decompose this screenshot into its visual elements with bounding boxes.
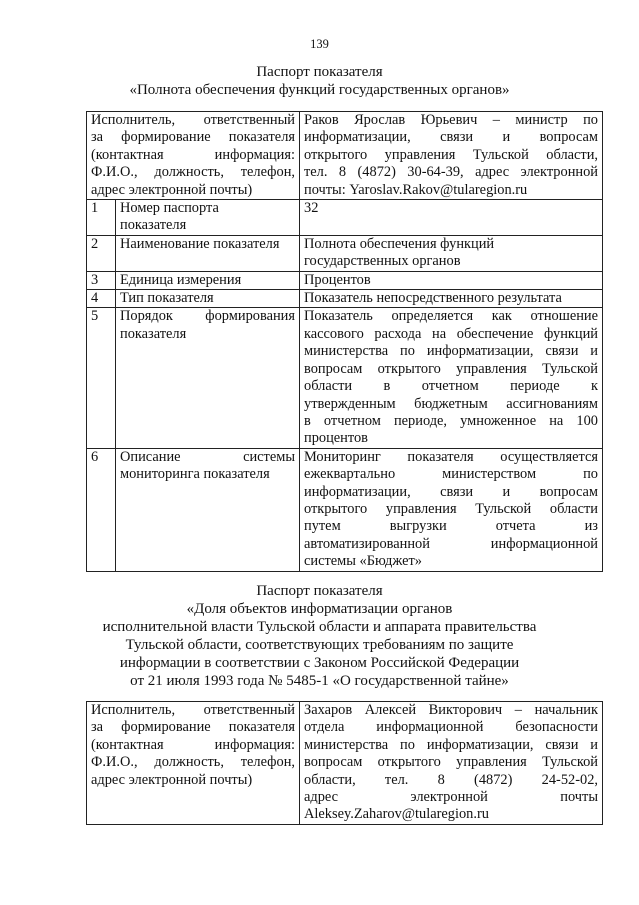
executor-label-line: Исполнитель, ответственный bbox=[91, 112, 295, 128]
row-number: 6 bbox=[87, 448, 116, 571]
row-value-line: области в отчетном периоде к bbox=[304, 378, 598, 395]
row-label-line: Тип показателя bbox=[120, 290, 214, 307]
row-value-line: кассового расхода на обеспечение функций bbox=[304, 325, 598, 342]
executor-label-line: Исполнитель, ответственный bbox=[91, 702, 295, 718]
title-line: Тульской области, соответствующих требованиям по защите bbox=[125, 637, 514, 653]
executor-label bbox=[87, 702, 300, 825]
executor-label-line: за формирование показателя bbox=[91, 129, 295, 146]
executor-value-line: области, тел. 8 (4872) 24-52-02, bbox=[304, 771, 598, 788]
table-row bbox=[87, 235, 603, 271]
table-row bbox=[87, 448, 603, 571]
row-number: 2 bbox=[87, 235, 116, 271]
title-line: Паспорт показателя bbox=[256, 583, 383, 599]
row-value bbox=[300, 235, 603, 271]
table-row bbox=[87, 308, 603, 448]
row-value bbox=[300, 271, 603, 289]
row-label-line: мониторинга показателя bbox=[120, 466, 270, 483]
row-label bbox=[116, 308, 300, 448]
executor-value-line: тел. 8 (4872) 30-64-39, адрес электронной bbox=[304, 164, 598, 181]
row-label-line: Порядок формирования bbox=[120, 308, 295, 325]
row-value-line: процентов bbox=[304, 430, 368, 447]
title-line: от 21 июля 1993 года № 5485-1 «О государственной тайне» bbox=[130, 673, 509, 689]
passport-2-title bbox=[0, 582, 639, 690]
row-value bbox=[300, 448, 603, 571]
row-label-line: показателя bbox=[120, 217, 187, 234]
executor-value-line: информатизации, связи и вопросам bbox=[304, 129, 598, 146]
row-value bbox=[300, 200, 603, 236]
executor-value-line: почты: Yaroslav.Rakov@tularegion.ru bbox=[304, 181, 528, 198]
table-row bbox=[87, 290, 603, 308]
executor-label-line: (контактная информация: bbox=[91, 146, 295, 163]
row-value-line: утвержденным бюджетным ассигнованиям bbox=[304, 395, 598, 412]
executor-value-line: Захаров Алексей Викторович – начальник bbox=[304, 702, 598, 718]
row-value-line: автоматизированной информационной bbox=[304, 535, 598, 552]
row-value bbox=[300, 290, 603, 308]
row-value-line: системы «Бюджет» bbox=[304, 553, 422, 570]
title-line: исполнительной власти Тульской области и аппарата правительства bbox=[102, 619, 537, 635]
row-value-line: министерства по информатизации, связи и bbox=[304, 343, 598, 360]
executor-label-line: адрес электронной почты) bbox=[91, 181, 253, 198]
executor-value-line: Aleksey.Zaharov@tularegion.ru bbox=[304, 806, 489, 823]
executor-label-line: Ф.И.О., должность, телефон, bbox=[91, 754, 295, 771]
row-label-line: Описание системы bbox=[120, 448, 295, 465]
executor-value-line: отдела информационной безопасности bbox=[304, 719, 598, 736]
row-value-line: путем выгрузки отчета из bbox=[304, 518, 598, 535]
executor-value-line: министерства по информатизации, связи и bbox=[304, 736, 598, 753]
executor-label-line: адрес электронной почты) bbox=[91, 771, 253, 788]
executor-value bbox=[300, 702, 603, 825]
row-label-line: Наименование показателя bbox=[120, 235, 280, 252]
row-label-line: показателя bbox=[120, 325, 187, 342]
passport-2-table bbox=[86, 701, 603, 825]
row-label bbox=[116, 290, 300, 308]
row-label bbox=[116, 235, 300, 271]
row-value-line: вопросам открытого управления Тульской bbox=[304, 360, 598, 377]
table-row bbox=[87, 271, 603, 289]
row-value-line: 32 bbox=[304, 200, 319, 217]
row-value-line: Процентов bbox=[304, 271, 371, 288]
row-value-line: Полнота обеспечения функций bbox=[304, 235, 495, 252]
executor-row bbox=[87, 702, 603, 825]
executor-label-line: за формирование показателя bbox=[91, 719, 295, 736]
title-line: «Доля объектов информатизации органов bbox=[186, 601, 453, 617]
table-row bbox=[87, 200, 603, 236]
passport-1-title bbox=[0, 63, 639, 99]
executor-value-line: открытого управления Тульской области, bbox=[304, 146, 598, 163]
row-label-line: Единица измерения bbox=[120, 271, 242, 288]
executor-label-line: Ф.И.О., должность, телефон, bbox=[91, 164, 295, 181]
row-number: 3 bbox=[87, 271, 116, 289]
executor-label-line: (контактная информация: bbox=[91, 736, 295, 753]
executor-value-line: вопросам открытого управления Тульской bbox=[304, 754, 598, 771]
row-label-line: Номер паспорта bbox=[120, 200, 219, 217]
row-value bbox=[300, 308, 603, 448]
row-value-line: открытого управления Тульской области bbox=[304, 500, 598, 517]
passport-1-table bbox=[86, 111, 603, 572]
row-label bbox=[116, 200, 300, 236]
row-value-line: ежеквартально министерством по bbox=[304, 466, 598, 483]
row-value-line: в отчетном периоде, умноженное на 100 bbox=[304, 412, 598, 429]
title-line: Паспорт показателя bbox=[256, 64, 383, 80]
title-line: информации в соответствии с Законом Российской Федерации bbox=[119, 655, 520, 671]
page-number: 139 bbox=[310, 37, 329, 51]
row-number: 1 bbox=[87, 200, 116, 236]
row-value-line: государственных органов bbox=[304, 253, 461, 270]
executor-label bbox=[87, 112, 300, 200]
row-value-line: Показатель непосредственного результата bbox=[304, 290, 562, 307]
row-number: 4 bbox=[87, 290, 116, 308]
row-label bbox=[116, 448, 300, 571]
title-line: «Полнота обеспечения функций государственных органов» bbox=[129, 82, 510, 98]
executor-value bbox=[300, 112, 603, 200]
row-number: 5 bbox=[87, 308, 116, 448]
executor-value-line: адрес электронной почты bbox=[304, 789, 598, 806]
executor-row bbox=[87, 112, 603, 200]
row-label bbox=[116, 271, 300, 289]
row-value-line: информатизации, связи и вопросам bbox=[304, 483, 598, 500]
row-value-line: Мониторинг показателя осуществляется bbox=[304, 448, 598, 465]
executor-value-line: Раков Ярослав Юрьевич – министр по bbox=[304, 112, 598, 128]
row-value-line: Показатель определяется как отношение bbox=[304, 308, 598, 325]
